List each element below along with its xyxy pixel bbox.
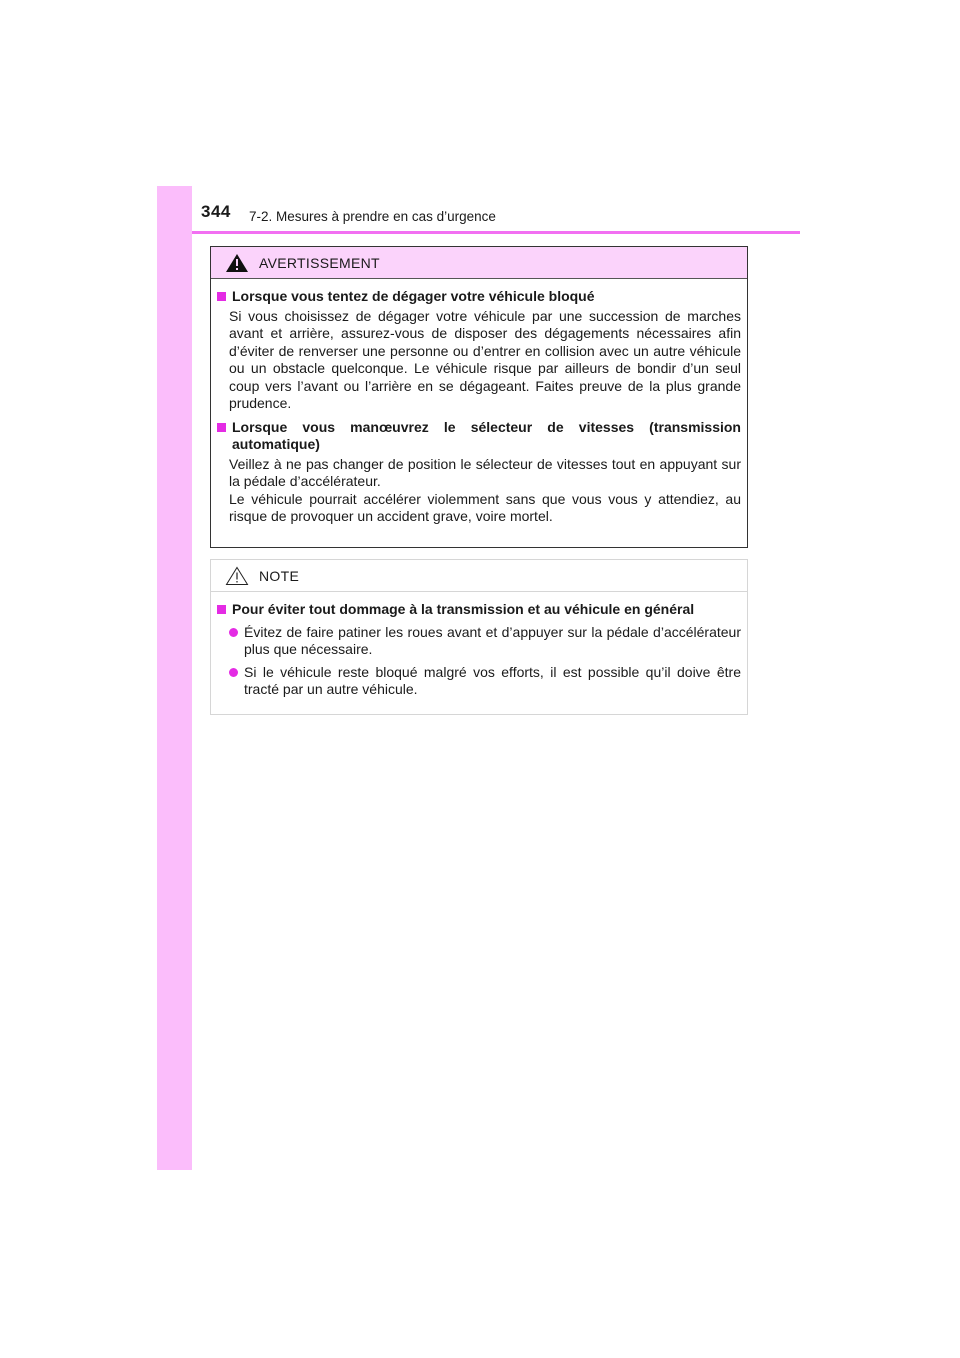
note-header	[211, 560, 747, 592]
note-bullet	[217, 624, 741, 659]
note-body	[211, 592, 747, 699]
warning-header	[211, 247, 747, 279]
warning-item-text: Le véhicule pourrait accélérer violemment sans que vous vous y attendiez, au risque de provoquer un accident grave, voire mortel.	[229, 490, 741, 524]
caution-triangle-outline-icon	[225, 566, 249, 586]
page-number: 344	[201, 202, 231, 221]
warning-item-text: Veillez à ne pas changer de position le sélecteur de vitesses tout en appuyant sur la pédale d’accélérateur.	[229, 455, 741, 489]
warning-item	[217, 288, 741, 413]
section-title: 7-2. Mesures à prendre en cas d’urgence	[249, 209, 496, 224]
warning-item	[217, 419, 741, 526]
side-color-band	[157, 186, 192, 1170]
square-bullet-icon	[217, 423, 226, 432]
warning-title: AVERTISSEMENT	[259, 254, 380, 271]
square-bullet-icon	[217, 605, 226, 614]
warning-triangle-icon	[225, 253, 249, 273]
note-item	[217, 601, 741, 699]
circle-bullet-icon	[229, 668, 238, 677]
header-rule	[192, 231, 800, 234]
warning-item-title: Lorsque vous tentez de dégager votre véhicule bloqué	[232, 288, 595, 304]
warning-body	[211, 279, 747, 526]
warning-item-title: Lorsque vous manœuvrez le sélecteur de vitesses (transmission automatique)	[232, 418, 741, 452]
note-bullet-text: Évitez de faire patiner les roues avant et d’appuyer sur la pédale d’accélérateur plus que nécessaire.	[244, 623, 741, 657]
circle-bullet-icon	[229, 628, 238, 637]
note-box	[210, 559, 748, 715]
note-title: NOTE	[259, 567, 300, 584]
warning-item-text: Si vous choisissez de dégager votre véhicule par une succession de marches avant et arrière, assurez-vous de disposer des dégagements nécessaires afin d’éviter de renverser une personne ou d’entrer en collision avec un autre véhicule ou un obstacle quelconque. Le véhicule risque par ailleurs de bondir d’un seul coup vers l’avant ou l’arrière en se dégageant. Faites preuve de la plus grande prudence.	[229, 307, 741, 411]
note-bullet	[217, 664, 741, 699]
warning-box	[210, 246, 748, 548]
square-bullet-icon	[217, 292, 226, 301]
note-bullet-text: Si le véhicule reste bloqué malgré vos efforts, il est possible qu’il doive être tracté par un autre véhicule.	[244, 663, 741, 697]
note-item-title: Pour éviter tout dommage à la transmission et au véhicule en général	[232, 601, 695, 617]
